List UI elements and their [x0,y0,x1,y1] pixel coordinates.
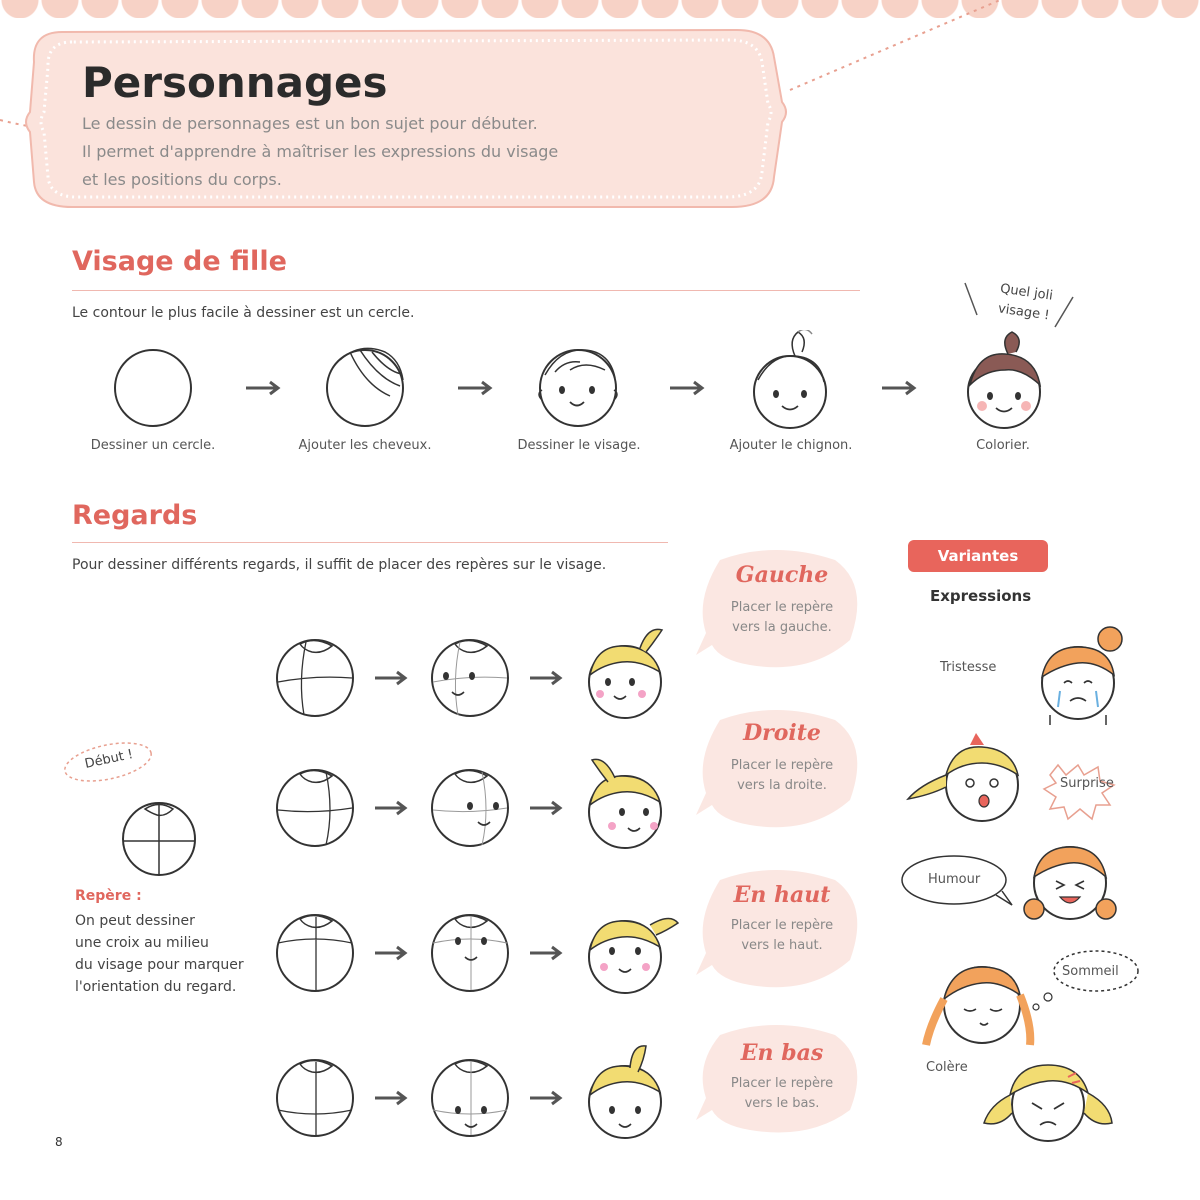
gaze-row-right [277,759,661,848]
bubble-text-droite [712,756,852,796]
section-divider [72,290,860,291]
repere-line: l'orientation du regard. [75,979,237,995]
section-title-visage: Visage de fille [72,246,287,277]
bubble-line: vers la gauche. [732,620,832,635]
bubble-line: Placer le repère [730,918,834,933]
banner-line: et les positions du corps. [82,170,282,189]
start-label: Début ! [83,747,135,772]
bubble-text-gauche [712,598,852,638]
bubble-line: vers le bas. [744,1096,820,1111]
expression-label-colere: Colère [926,1060,968,1075]
step4-bun [754,330,826,428]
page-number: 8 [55,1135,63,1149]
regards-intro: Pour dessiner différents regards, il suffit de placer des repères sur le visage. [72,557,607,573]
base-head-cross [115,795,205,885]
expression-label-tristesse: Tristesse [940,660,997,675]
banner-intro [82,110,662,194]
arrow-icon [458,382,490,394]
bubble-text-en-bas [712,1074,852,1114]
bubble-title-en-bas: En bas [740,1040,824,1066]
bubble-text-en-haut [712,916,852,956]
expression-label-surprise: Surprise [1060,776,1114,791]
expressions-title: Expressions [930,587,1032,605]
repere-line: On peut dessiner [75,913,195,929]
face-steps-illustration [60,330,1140,440]
bubble-line: vers la droite. [737,778,827,793]
step-caption: Dessiner le visage. [517,438,641,453]
step3-face [539,350,617,426]
bubble-title-en-haut: En haut [733,882,831,908]
arrow-icon [246,382,278,394]
banner-line: Le dessin de personnages est un bon sujet pour débuter. [82,114,538,133]
expression-label-sommeil: Sommeil [1062,964,1119,979]
variantes-tag: Variantes [908,540,1048,572]
repere-title: Repère : [75,888,142,904]
step5-colored [968,332,1040,428]
step2-hair [327,348,403,426]
gaze-row-down [277,1046,661,1138]
banner-line: Il permet d'apprendre à maîtriser les expressions du visage [82,142,559,161]
speech-line: visage ! [997,301,1051,324]
gaze-row-up [277,915,678,993]
bubble-title-droite: Droite [743,720,821,746]
repere-line: du visage pour marquer [75,957,244,973]
step1-circle [115,350,191,426]
repere-line: une croix au milieu [75,935,209,951]
expression-sad-face [1042,627,1122,725]
step-caption: Colorier. [976,438,1030,453]
bubble-title-gauche: Gauche [735,562,829,588]
bubble-line: Placer le repère [730,1076,834,1091]
step-caption: Dessiner un cercle. [90,438,216,453]
expression-angry-face [984,1065,1112,1141]
repere-text [75,910,275,998]
bubble-line: vers le haut. [741,938,823,953]
visage-intro: Le contour le plus facile à dessiner est un cercle. [72,305,415,321]
step-caption: Ajouter le chignon. [729,438,853,453]
arrow-icon [882,382,914,394]
gaze-row-left [277,629,662,718]
speech-line: Quel joli [999,281,1054,304]
expression-label-humour: Humour [928,872,981,887]
page-title: Personnages [82,58,388,107]
bubble-line: Placer le repère [730,600,834,615]
arrow-icon [670,382,702,394]
bubble-line: Placer le repère [730,758,834,773]
section-title-regards: Regards [72,500,198,531]
gaze-rows-illustration [260,620,700,1140]
section-divider [72,542,668,543]
step-caption: Ajouter les cheveux. [298,438,432,453]
